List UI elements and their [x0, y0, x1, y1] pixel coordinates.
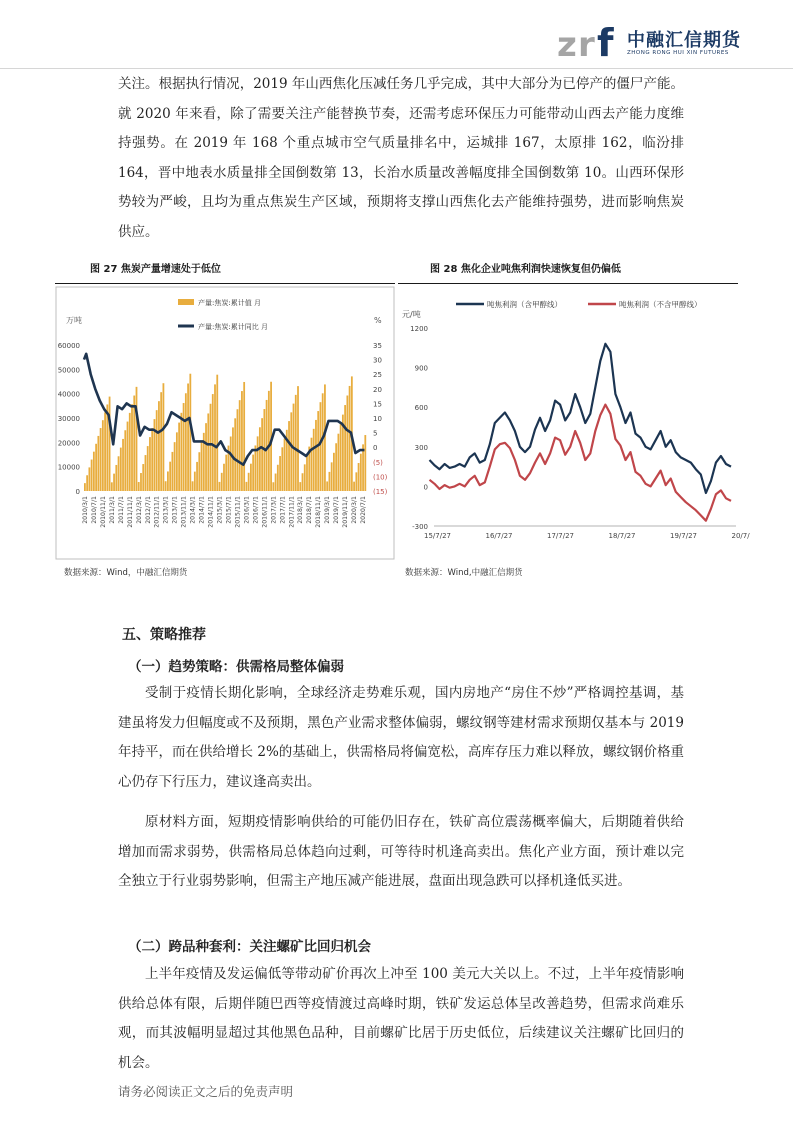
output-bar [207, 413, 209, 491]
output-bar [174, 442, 176, 491]
output-bar [299, 482, 301, 491]
x-tick-label: 2018/11/1 [315, 496, 323, 528]
output-bar [124, 430, 126, 491]
intro-paragraph: 关注。根据执行情况，2019 年山西焦化压减任务几乎完成，其中大部分为已停产的僵尸产能。就 2020 年来看，除了需要关注产能替换节奏，还需考虑环保压力可能带动山西去产能力度维持强势。在 2019 年 168 个重点城市空气质量排名中，运城排 167，太原排 162，临汾排 164，晋中地表水质量排全国倒数第 13，长治水质量改善幅度排全国倒数第 10。山西环保形势较为严峻，且均为重点焦炭生产区域，预期将支撑山西焦化去产能维持强势，进而影响焦炭供应。 [118, 76, 684, 240]
x-tick-label: 20/7/ [731, 532, 750, 540]
output-bar [239, 400, 241, 491]
legend-swatch-cumulative-output [178, 299, 194, 305]
output-bar [360, 454, 362, 491]
output-bar [216, 375, 218, 491]
x-tick-label: 2012/11/1 [153, 496, 161, 528]
x-tick-label: 2017/3/1 [270, 496, 278, 524]
output-bar [297, 386, 299, 491]
output-bar [349, 386, 351, 491]
figure27-title-rule [55, 283, 395, 284]
output-bar [104, 412, 106, 491]
output-bar [138, 482, 140, 491]
output-bar [169, 462, 171, 491]
output-bar [100, 428, 102, 491]
left-tick-label: 0 [75, 488, 80, 496]
legend-label-cumulative-output: 产量:焦炭:累计值 月 [198, 299, 261, 307]
output-bar [272, 482, 274, 491]
output-bar [178, 423, 180, 491]
output-bar [266, 400, 268, 491]
output-bar [214, 384, 216, 491]
right-tick-label: 30 [373, 356, 382, 365]
right-tick-label: 35 [373, 342, 382, 350]
output-bar [131, 404, 133, 491]
x-tick-label: 2017/11/1 [288, 496, 296, 528]
output-bar [149, 437, 151, 491]
x-tick-label: 2014/11/1 [207, 496, 215, 528]
logo-mark-icon [555, 21, 625, 65]
output-bar [212, 394, 214, 491]
x-tick-label: 2018/7/1 [306, 496, 314, 524]
output-bar [295, 395, 297, 491]
left-tick-label: 20000 [57, 439, 80, 448]
left-tick-label: 10000 [57, 463, 80, 472]
output-bar [205, 423, 207, 491]
y-tick-label: 900 [414, 364, 428, 373]
output-bar [176, 432, 178, 491]
output-bar [156, 410, 158, 491]
header-divider [0, 68, 793, 69]
figure28-source: 数据来源：Wind,中融汇信期货 [405, 568, 523, 578]
output-bar [261, 418, 263, 491]
output-bar [167, 471, 169, 491]
output-bar [275, 474, 277, 491]
output-bar [180, 413, 182, 491]
output-bar [337, 434, 339, 491]
output-bar [88, 467, 90, 491]
output-bar [279, 456, 281, 491]
right-tick-label: (15) [373, 488, 388, 496]
coke-output-chart [56, 287, 394, 559]
right-tick-label: 5 [373, 429, 378, 438]
output-bar [93, 452, 95, 491]
x-tick-label: 2012/7/1 [144, 496, 152, 524]
x-tick-label: 19/7/27 [670, 532, 697, 540]
output-bar [127, 422, 129, 491]
output-bar [364, 435, 366, 491]
left-axis-unit: 万吨 [66, 316, 82, 325]
output-bar [84, 483, 86, 491]
right-axis-unit: % [374, 316, 382, 325]
output-bar [210, 404, 212, 491]
output-bar [142, 464, 144, 491]
output-bar [329, 472, 331, 491]
output-bar [140, 473, 142, 491]
output-bar [331, 462, 333, 491]
output-bar [335, 443, 337, 491]
output-bar [120, 448, 122, 491]
output-bar [129, 413, 131, 491]
figure27-title: 图 27 焦炭产量增速处于低位 [90, 264, 221, 275]
x-tick-label: 17/7/27 [547, 532, 574, 540]
trend-strategy-paragraph-1: 受制于疫情长期化影响，全球经济走势难乐观，国内房地产“房住不炒”严格调控基调，基建虽将发力但幅度或不及预期，黑色产业需求整体偏弱，螺纹钢等建材需求预期仅基本与 2019 年持平，而在供给增长 2%的基础上，供需格局将偏宽松，高库存压力难以释放，螺纹钢价格重心仍存下行压力，建议逢高卖出。 [118, 685, 684, 790]
x-tick-label: 2019/3/1 [324, 496, 332, 524]
x-tick-label: 2019/11/1 [342, 496, 350, 528]
legend-label-profit-with-methanol: 吨焦利润（含甲醇线） [487, 300, 562, 309]
output-bar [243, 382, 245, 491]
output-bar [252, 455, 254, 491]
output-bar [151, 428, 153, 491]
logo-english-name: ZHONG RONG HUI XIN FUTURES [627, 50, 729, 56]
x-tick-label: 2015/3/1 [216, 496, 224, 524]
output-bar [95, 444, 97, 491]
output-bar [277, 465, 279, 491]
figure28-title: 图 28 焦化企业吨焦利润快速恢复但仍偏低 [430, 264, 621, 275]
y-tick-label: 300 [414, 443, 428, 452]
output-bar [290, 412, 292, 491]
output-bar [192, 481, 194, 491]
x-tick-label: 15/7/27 [424, 532, 451, 540]
x-tick-label: 2011/11/1 [126, 496, 134, 528]
coke-profit-chart [398, 287, 750, 547]
left-tick-label: 40000 [57, 390, 80, 399]
trend-strategy-heading: （一）趋势策略：供需格局整体偏弱 [128, 659, 344, 675]
right-tick-label: (10) [373, 473, 388, 482]
svg-text:f: f [597, 21, 614, 65]
output-bar [196, 462, 198, 491]
output-bar [187, 383, 189, 491]
output-bar [122, 439, 124, 491]
output-bar [102, 420, 104, 491]
output-bar [268, 391, 270, 491]
output-bar [219, 482, 221, 491]
output-bar [171, 452, 173, 491]
output-bar [113, 474, 115, 491]
output-bar [254, 445, 256, 491]
right-tick-label: 20 [373, 385, 382, 394]
right-tick-label: 10 [373, 415, 382, 423]
svg-text:z: z [557, 25, 577, 65]
output-bar [344, 405, 346, 491]
output-bar [158, 401, 160, 491]
output-bar [115, 465, 117, 491]
x-tick-label: 2010/11/1 [99, 496, 107, 528]
output-bar [302, 473, 304, 491]
output-bar [97, 436, 99, 491]
output-bar [317, 411, 319, 491]
x-tick-label: 16/7/27 [485, 532, 513, 540]
x-tick-label: 2020/7/1 [360, 496, 367, 524]
output-bar [147, 446, 149, 491]
output-bar [333, 453, 335, 491]
x-tick-label: 18/7/27 [608, 532, 636, 540]
output-bar [320, 402, 322, 491]
right-tick-label: 0 [373, 444, 378, 453]
y-tick-label: 0 [423, 483, 428, 492]
svg-text:r: r [578, 25, 595, 65]
x-tick-label: 2016/3/1 [243, 496, 251, 524]
x-tick-label: 2014/7/1 [198, 496, 206, 524]
output-bar [237, 409, 239, 491]
right-tick-label: 25 [373, 371, 382, 380]
output-bar [346, 395, 348, 491]
output-bar [306, 455, 308, 491]
output-bar [304, 464, 306, 491]
company-logo [555, 22, 770, 64]
output-bar [313, 429, 315, 491]
output-bar [145, 455, 147, 491]
right-tick-label: (5) [373, 458, 383, 467]
figure28-title-rule [398, 283, 738, 284]
output-bar [86, 475, 88, 491]
output-bar [163, 383, 165, 491]
output-bar [257, 436, 259, 491]
output-bar [311, 438, 313, 491]
output-bar [250, 464, 252, 491]
output-bar [234, 418, 236, 491]
x-tick-label: 2013/7/1 [171, 496, 179, 524]
right-tick-label: 15 [373, 400, 382, 409]
x-tick-label: 2010/7/1 [90, 496, 98, 524]
x-tick-label: 2012/3/1 [135, 496, 143, 524]
output-bar [355, 472, 357, 491]
output-bar [111, 482, 113, 491]
output-bar [284, 439, 286, 491]
x-tick-label: 2019/7/1 [333, 496, 341, 524]
output-bar [246, 482, 248, 491]
cross-variety-arbitrage-heading: （二）跨品种套利：关注螺矿比回归机会 [128, 939, 371, 955]
x-tick-label: 2011/7/1 [117, 496, 125, 524]
x-tick-label: 2015/7/1 [225, 496, 233, 524]
figure27-source: 数据来源：Wind，中融汇信期货 [64, 568, 188, 578]
x-tick-label: 2011/3/1 [108, 496, 116, 524]
footer-disclaimer: 请务必阅读正文之后的免责声明 [118, 1084, 294, 1099]
y-tick-label: -300 [412, 523, 428, 531]
trend-strategy-paragraph-2: 原材料方面，短期疫情影响供给的可能仍旧存在，铁矿高位震荡概率偏大，后期随着供给增加而需求弱势，供需格局总体趋向过剩，可等待时机逢高卖出。焦化产业方面，预计难以完全独立于行业弱势影响，但需主产地压减产能进展，盘面出现急跌可以择机逢低买进。 [118, 814, 684, 889]
output-bar [315, 420, 317, 491]
output-bar [118, 456, 120, 491]
output-bar [225, 455, 227, 491]
x-tick-label: 2017/7/1 [279, 496, 287, 524]
output-bar [221, 473, 223, 491]
output-bar [198, 452, 200, 491]
x-tick-label: 2018/3/1 [297, 496, 305, 524]
output-bar [160, 392, 162, 491]
output-bar [185, 393, 187, 491]
y-tick-label: 600 [414, 404, 428, 413]
output-bar [230, 436, 232, 491]
output-bar [201, 443, 203, 491]
x-tick-label: 2016/11/1 [261, 496, 269, 528]
output-bar [194, 472, 196, 491]
output-bar [183, 403, 185, 491]
output-bar [259, 427, 261, 491]
output-bar [248, 473, 250, 491]
y-axis-unit: 元/吨 [402, 310, 421, 319]
x-tick-label: 2016/7/1 [252, 496, 260, 524]
output-bar [281, 447, 283, 491]
left-tick-label: 50000 [57, 366, 80, 375]
output-bar [353, 482, 355, 491]
output-bar [109, 397, 111, 491]
output-bar [91, 460, 93, 491]
output-bar [241, 391, 243, 491]
cross-variety-arbitrage-paragraph: 上半年疫情及发运偏低等带动矿价再次上冲至 100 美元大关以上。不过，上半年疫情影响供给总体有限，后期伴随巴西等疫情渡过高峰时期，铁矿发运总体呈改善趋势，但需求尚难乐观，而其波幅明显超过其他黑色品种，目前螺矿比居于历史低位，后续建议关注螺矿比回归的机会。 [118, 966, 684, 1071]
output-bar [358, 463, 360, 491]
output-bar [288, 421, 290, 491]
x-tick-label: 2015/11/1 [234, 496, 242, 528]
x-tick-label: 2020/3/1 [351, 496, 359, 524]
left-tick-label: 30000 [57, 415, 80, 423]
output-bar [165, 481, 167, 491]
x-tick-label: 2014/3/1 [189, 496, 197, 524]
output-bar [340, 424, 342, 491]
y-tick-label: 1200 [410, 325, 428, 333]
section-heading: 五、策略推荐 [122, 627, 206, 643]
output-bar [326, 481, 328, 491]
output-bar [136, 387, 138, 491]
x-tick-label: 2013/3/1 [162, 496, 170, 524]
output-bar [223, 464, 225, 491]
left-tick-label: 60000 [57, 342, 80, 350]
x-tick-label: 2010/3/1 [82, 496, 89, 524]
logo-chinese-name: 中融汇信期货 [627, 30, 741, 51]
legend-label-profit-without-methanol: 吨焦利润（不含甲醇线） [619, 300, 702, 309]
x-tick-label: 2013/11/1 [180, 496, 188, 528]
legend-label-yoy: 产量:焦炭:累计同比 月 [198, 323, 268, 331]
